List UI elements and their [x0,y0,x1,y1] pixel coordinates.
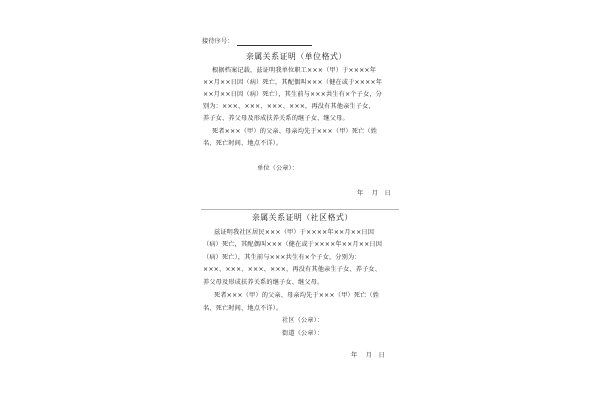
community-certificate-title: 亲属关系证明（社区格式） [252,213,353,222]
community-seal-label: 社区（公章）： [282,317,324,324]
unit-body-line: 根据档案记载，兹证明我单位职工×××（甲）于××××年 [212,67,377,74]
community-body-line: ×××、×××、×××、×××，再没有其他亲生子女、养子女、 [203,266,382,273]
street-seal-label: 街道（公章）： [282,330,324,337]
community-body-line: 名、死亡时间、地点不详）。 [203,305,283,312]
unit-seal-label: 单位（公章）： [257,165,299,172]
unit-body-line: 养子女、养父母及形成扶养关系的继子女、继父母。 [203,115,349,122]
community-body-line: 兹证明我社区居民×××（甲）于××××年××月××日因 [214,229,375,236]
community-body-line: （病）死亡），其生前与×××共生有×个子女，分别为： [203,254,361,261]
unit-body-line: 名、死亡时间、地点不详）。 [203,140,283,147]
section-divider [201,209,399,210]
community-date-line: 年 月 日 [351,352,385,359]
unit-date-line: 年 月 日 [357,190,391,197]
community-body-line: （病）死亡，其配偶叫×××（健在或于××××年××月××日因 [203,241,383,248]
unit-body-line: ××月××日因（病）死亡），其生前与×××共生有×个子女，分 [203,91,382,98]
reception-number-blank [237,45,312,46]
unit-body-line: 死者×××（甲）的父亲、母亲均先于×××（甲）死亡（姓 [212,128,378,135]
community-body-line: 死者×××（甲）的父亲、母亲均先于×××（甲）死亡（姓 [214,292,380,299]
unit-body-line: ××月××日因（病）死亡，其配偶叫×××（健在或于××××年 [203,79,383,86]
reception-number-label: 接待序号： [202,38,234,45]
community-body-line: 养父母及形成扶养关系的继子女、继父母。 [203,279,324,286]
unit-body-line: 别为：×××、×××、×××、×××，再没有其他亲生子女、 [203,103,375,110]
unit-certificate-title: 亲属关系证明（单位格式） [246,52,347,61]
